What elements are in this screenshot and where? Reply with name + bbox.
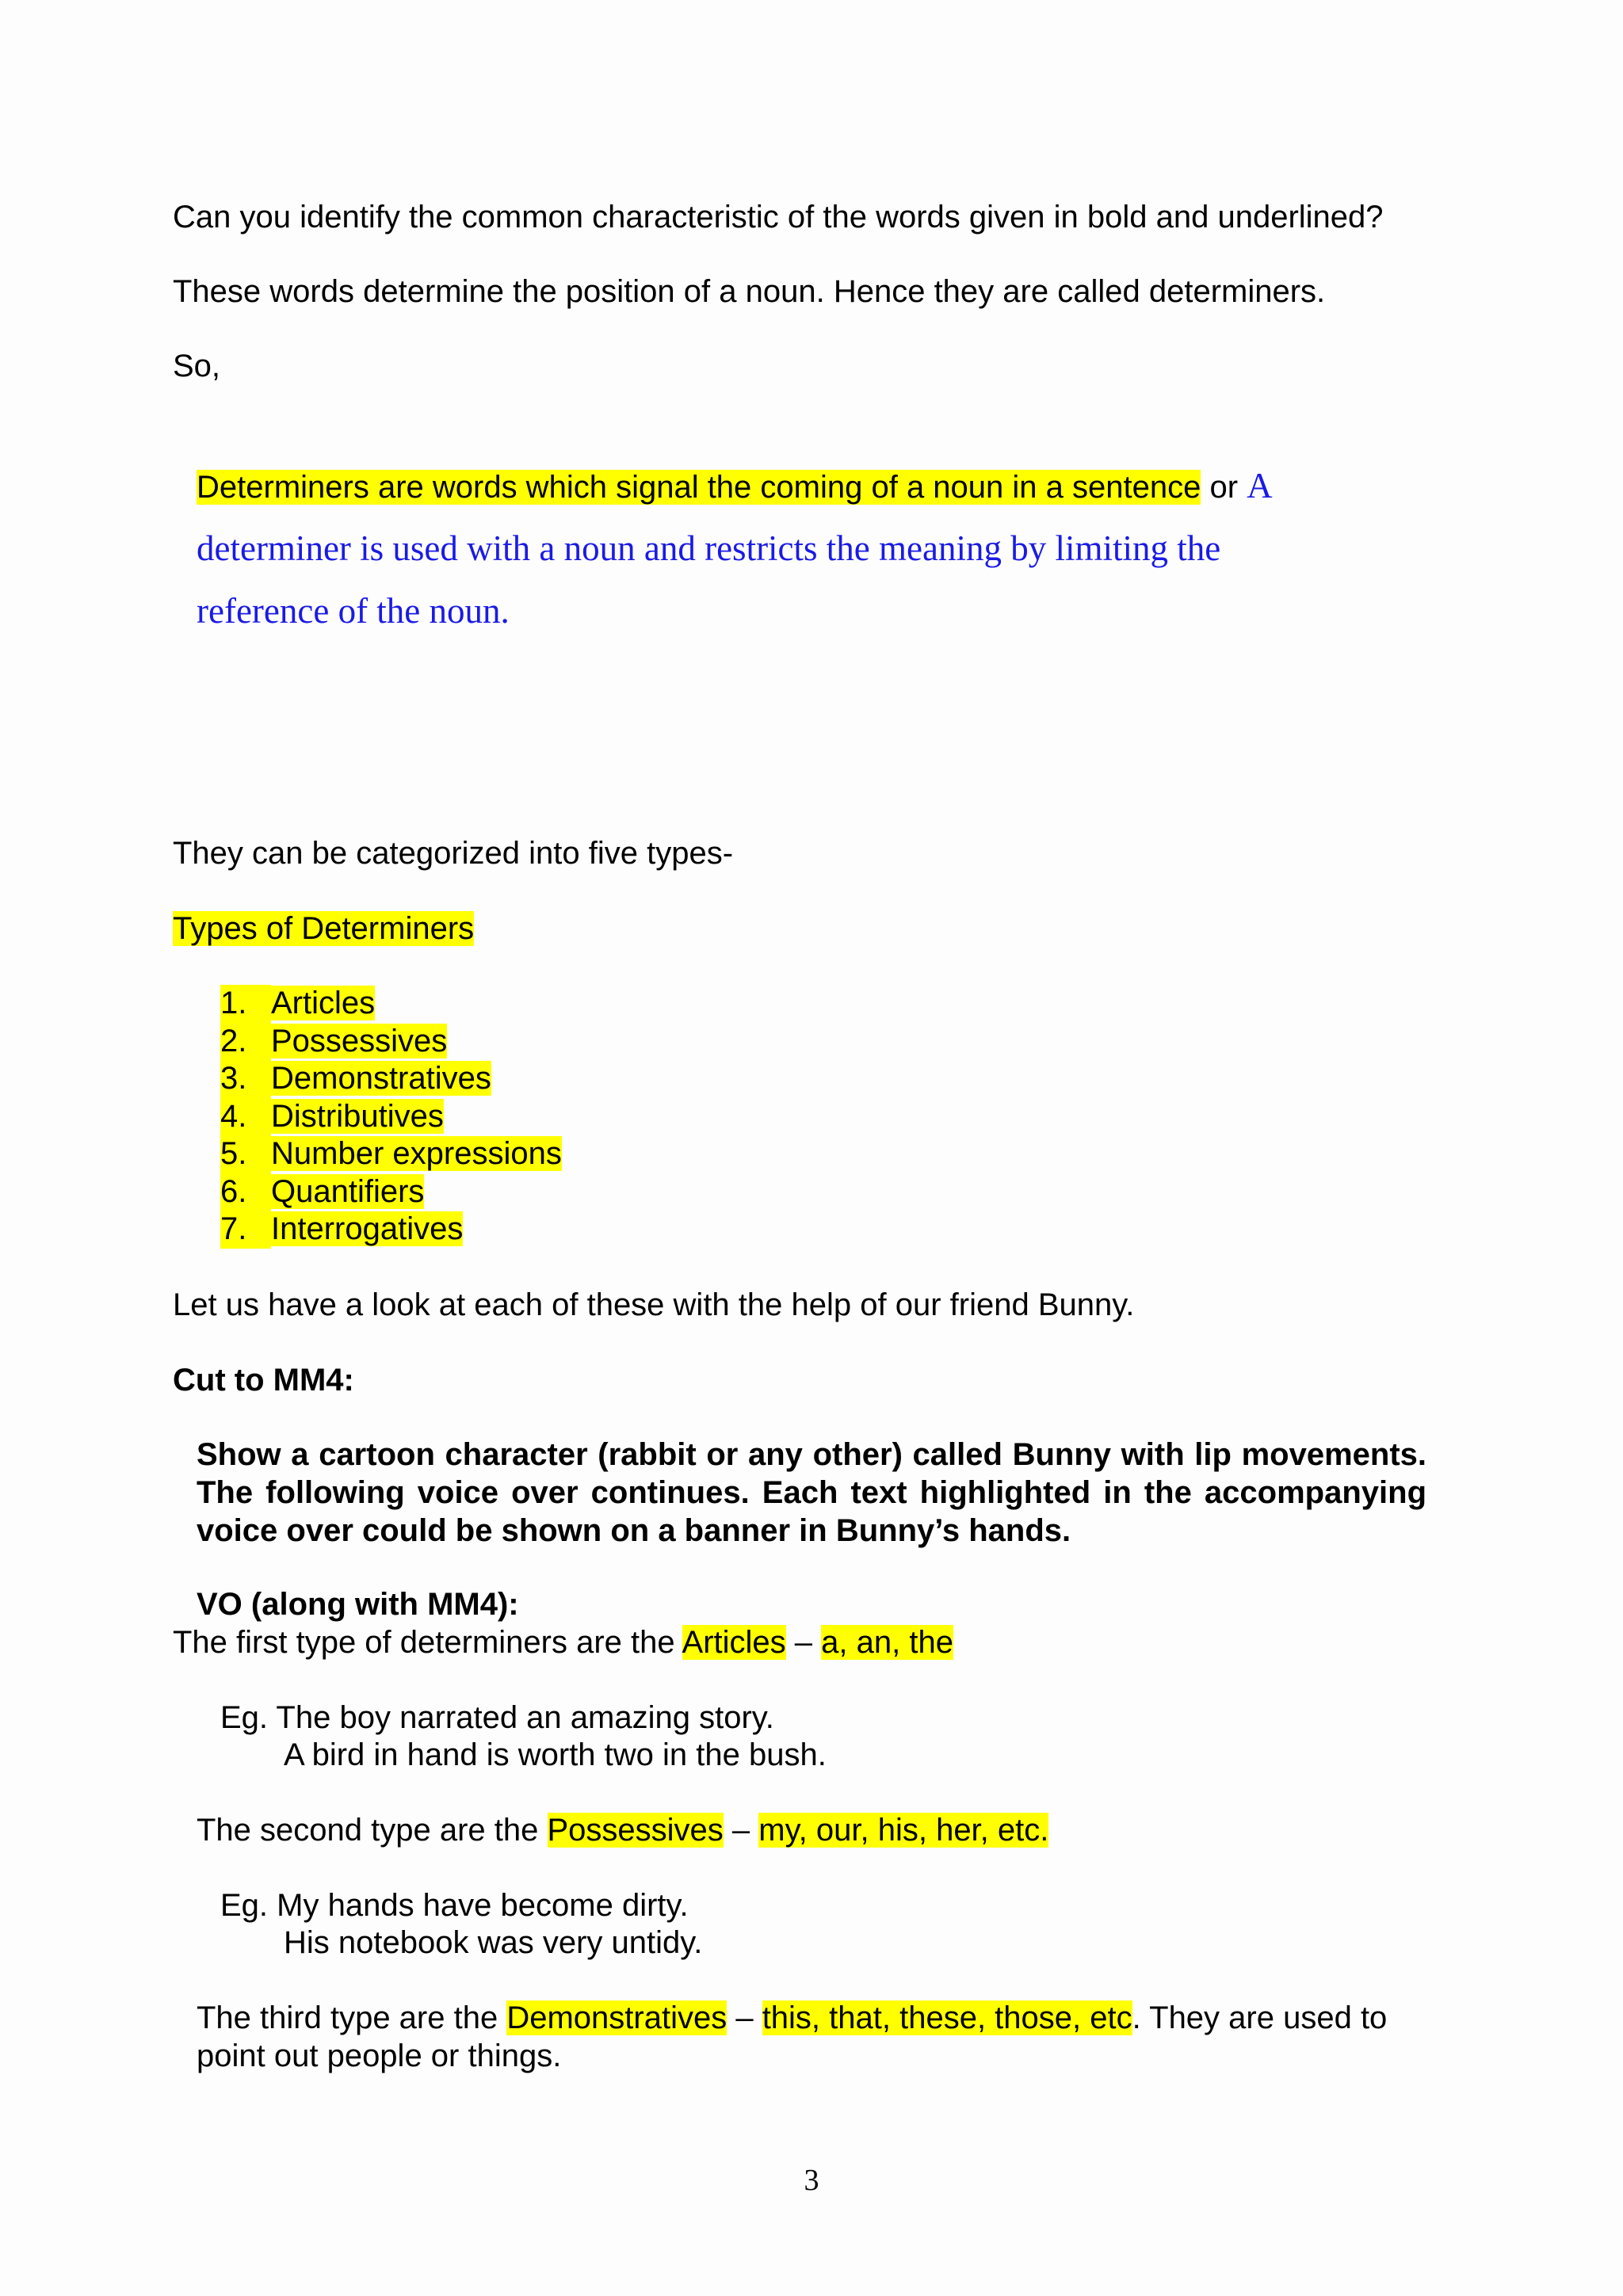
eg2-line1: Eg. My hands have become dirty.: [220, 1888, 689, 1923]
definition-blue: A determiner is used with a noun and restricts the meaning by limiting the reference of the noun.: [197, 466, 1271, 631]
third-pre: The third type are the: [197, 2000, 507, 2035]
look-text: Let us have a look at each of these with the help of our friend Bunny.: [173, 1287, 1135, 1322]
third-type-line: [197, 1999, 1387, 2037]
vo-heading: VO (along with MM4):: [197, 1587, 519, 1622]
list-number: 7.: [220, 1211, 271, 1249]
list-number: 4.: [220, 1098, 271, 1136]
definition-highlight: Determiners are words which signal the coming of a noun in a sentence: [197, 470, 1201, 505]
list-item: [220, 1173, 562, 1211]
third-examples: this, that, these, those, etc: [762, 2000, 1132, 2035]
second-examples: my, our, his, her, etc.: [758, 1813, 1049, 1848]
types-list: [220, 985, 562, 1249]
intro-question: Can you identify the common characteristic of the words given in bold and underlined?: [173, 200, 1384, 235]
list-label: Demonstratives: [271, 1061, 491, 1096]
second-pre: The second type are the: [197, 1813, 548, 1848]
eg2-line2: His notebook was very untidy.: [284, 1925, 703, 1960]
list-label: Distributives: [271, 1098, 444, 1134]
types-heading-line: [173, 910, 474, 948]
types-heading: Types of Determiners: [173, 911, 475, 946]
first-term: Articles: [682, 1625, 786, 1660]
list-number: 2.: [220, 1023, 271, 1061]
list-item: [220, 1023, 562, 1061]
first-examples: a, an, the: [821, 1625, 953, 1660]
list-label: Articles: [271, 986, 376, 1020]
definition-connector: or: [1201, 470, 1247, 505]
categorized-text: They can be categorized into five types-: [173, 836, 734, 871]
second-term: Possessives: [547, 1813, 724, 1848]
list-label: Quantifiers: [271, 1173, 425, 1209]
third-dash: –: [727, 2000, 762, 2035]
list-number: 5.: [220, 1135, 271, 1173]
list-number: 1.: [220, 985, 271, 1023]
page-number: 3: [804, 2164, 819, 2197]
first-type-line: [173, 1623, 953, 1661]
eg1-line1: Eg. The boy narrated an amazing story.: [220, 1700, 774, 1735]
second-dash: –: [723, 1813, 759, 1848]
definition-block: [197, 456, 1338, 643]
first-pre: The first type of determiners are the: [173, 1625, 682, 1660]
list-number: 6.: [220, 1173, 271, 1211]
list-label: Number expressions: [271, 1136, 562, 1171]
cut-heading: Cut to MM4:: [173, 1363, 354, 1398]
list-item: [220, 1135, 562, 1173]
third-post: . They are used to: [1132, 2000, 1388, 2035]
list-item: [220, 1060, 562, 1098]
list-label: Interrogatives: [271, 1211, 464, 1246]
list-item: [220, 1211, 562, 1249]
second-type-line: [197, 1811, 1048, 1849]
third-term: Demonstratives: [506, 2000, 727, 2035]
intro-so: So,: [173, 349, 221, 383]
intro-explanation: These words determine the position of a noun. Hence they are called determiners.: [173, 274, 1326, 309]
list-label: Possessives: [271, 1023, 448, 1058]
eg1-line2: A bird in hand is worth two in the bush.: [284, 1737, 827, 1772]
list-number: 3.: [220, 1060, 271, 1098]
list-item: [220, 985, 562, 1023]
list-item: [220, 1098, 562, 1136]
instruction-text: Show a cartoon character (rabbit or any other) called Bunny with lip movements. The following voice over continues. Each text highlighted in the accompanying voice over could be shown on a banner in Bunny’s hands.: [197, 1437, 1426, 1548]
third-line2: point out people or things.: [197, 2039, 562, 2073]
first-dash: –: [785, 1625, 822, 1660]
